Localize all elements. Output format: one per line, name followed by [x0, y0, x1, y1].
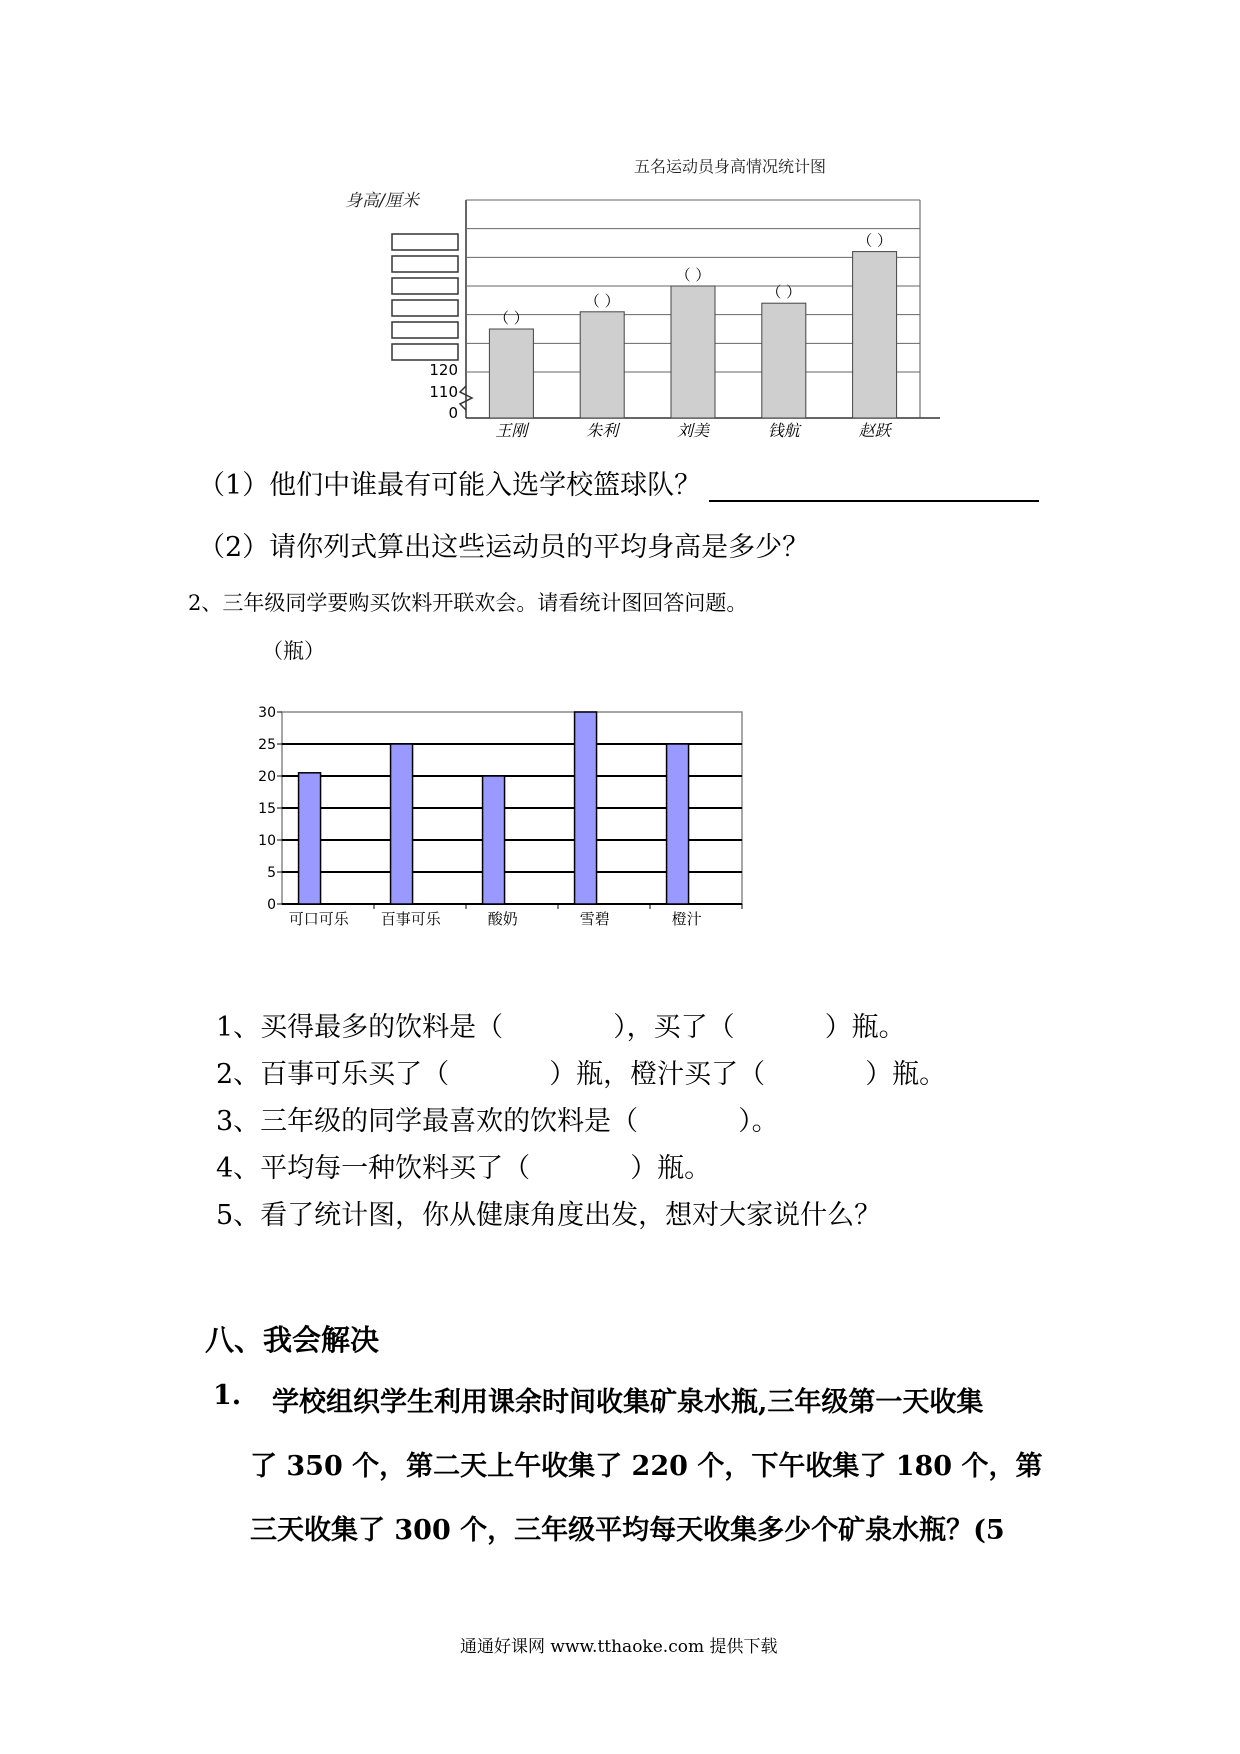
problem-1-line-1: 学校组织学生利用课余时间收集矿泉水瓶,三年级第一天收集: [272, 1387, 984, 1418]
answer-blank-line[interactable]: [709, 474, 1039, 502]
sub-question-1: 1、买得最多的饮料是（ ），买了（ ）瓶。: [216, 1012, 906, 1043]
drink-bar: [483, 776, 505, 904]
height-chart-svg: [340, 150, 1030, 440]
problem-1-line-3: 三天收集了 300 个，三年级平均每天收集多少个矿泉水瓶？(5: [250, 1515, 1005, 1546]
drinks-chart-svg: [258, 705, 850, 968]
bar-value-blank: （ ）: [766, 283, 802, 302]
height-bar: [853, 252, 897, 418]
drink-bar: [391, 744, 413, 904]
drink-bar: [667, 744, 689, 904]
y-tick-120: 120: [429, 361, 458, 379]
y-tick-label: 15: [258, 801, 276, 817]
bar-value-blank: （ ）: [675, 266, 711, 284]
question-1-1: （1）他们中谁最有可能入选学校篮球队？: [198, 463, 1039, 502]
height-chart: [340, 150, 1030, 440]
bar-value-blank: （ ）: [494, 309, 529, 327]
height-chart-x-labels: [495, 421, 892, 440]
height-bar: [580, 312, 624, 418]
height-chart-title: 五名运动员身高情况统计图: [633, 157, 827, 176]
sub-question-3: 3、三年级的同学最喜欢的饮料是（ ）。: [216, 1106, 779, 1137]
height-bar: [671, 286, 715, 418]
bar-value-blank: （ ）: [584, 291, 620, 310]
x-tick-label: 酸奶: [487, 910, 518, 928]
problem-1-line-2: 了 350 个，第二天上午收集了 220 个，下午收集了 180 个，第: [250, 1451, 1043, 1482]
drink-bar: [299, 773, 321, 904]
x-tick-label: 赵跃: [858, 421, 891, 440]
x-tick-label: 王刚: [495, 421, 528, 440]
x-tick-label: 百事可乐: [380, 910, 441, 928]
y-tick-110: 110: [429, 383, 458, 401]
x-tick-label: 橙汁: [671, 910, 702, 928]
chart2-unit-label: （瓶）: [262, 639, 325, 663]
sub-question-2: 2、百事可乐买了（ ）瓶，橙汁买了（ ）瓶。: [216, 1059, 947, 1090]
height-bar: [489, 329, 533, 418]
bar-value-blank: （ ）: [857, 231, 892, 250]
y-tick-label: 25: [258, 737, 276, 753]
drinks-chart: [258, 705, 850, 968]
drinks-chart-x-labels: [289, 910, 702, 928]
question-2-intro: 2、三年级同学要购买饮料开联欢会。请看统计图回答问题。: [188, 591, 748, 615]
problem-1-number: 1.: [213, 1380, 242, 1411]
y-tick-label: 20: [258, 769, 276, 785]
question-1-2: （2）请你列式算出这些运动员的平均身高是多少？: [198, 532, 810, 563]
x-tick-label: 可口可乐: [288, 910, 349, 928]
section-heading: 八、我会解决: [205, 1323, 380, 1357]
y-tick-label: 30: [258, 705, 276, 721]
y-blank-boxes: [392, 234, 458, 360]
x-tick-label: 刘美: [676, 421, 710, 440]
sub-question-4: 4、平均每一种饮料买了（ ）瓶。: [216, 1153, 712, 1184]
page-footer: 通通好课网 www.tthaoke.com 提供下载: [460, 1637, 778, 1657]
y-tick-0: 0: [448, 404, 458, 422]
x-tick-label: 钱航: [767, 421, 800, 440]
height-bar: [762, 303, 806, 418]
y-tick-label: 0: [267, 897, 276, 913]
drinks-chart-y-ticks: [258, 705, 276, 913]
x-tick-label: 朱利: [586, 421, 619, 440]
y-tick-label: 5: [267, 865, 276, 881]
sub-question-5: 5、看了统计图，你从健康角度出发，想对大家说什么？: [216, 1200, 882, 1231]
height-chart-ylabel: 身高/厘米: [345, 191, 419, 211]
drink-bar: [575, 712, 597, 904]
y-tick-label: 10: [258, 833, 276, 849]
x-tick-label: 雪碧: [579, 910, 610, 928]
